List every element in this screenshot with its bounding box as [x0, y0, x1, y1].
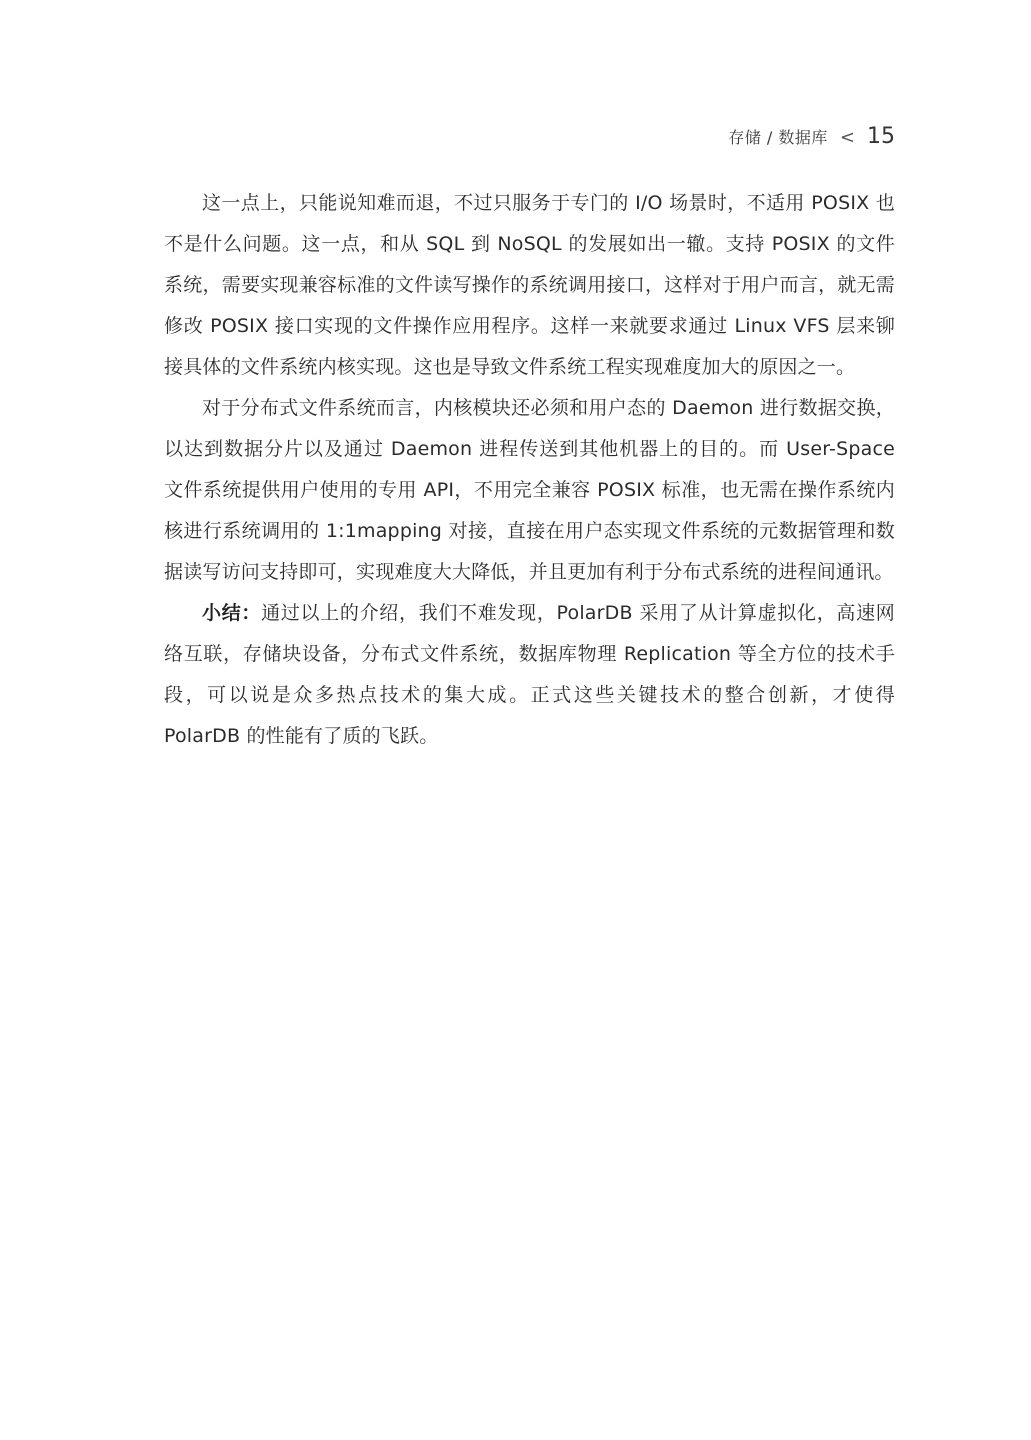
body-text [164, 183, 895, 757]
header-separator: < [839, 127, 855, 148]
summary-label: 小结： [202, 602, 262, 624]
page-number: 15 [867, 124, 895, 149]
paragraph-2: 对于分布式文件系统而言，内核模块还必须和用户态的 Daemon 进行数据交换，以达到数据分片以及通过 Daemon 进程传送到其他机器上的目的。而 User-Space 文件系统提供用户使用的专用 API，不用完全兼容 POSIX 标准，也无需在操作系统内核进行系统调用的 1:1mapping 对接，直接在用户态实现文件系统的元数据管理和数据读写访问支持即可，实现难度大大降低，并且更加有利于分布式系统的进程间通讯。 [164, 397, 895, 583]
summary-paragraph [164, 593, 895, 757]
paragraph-1: 这一点上，只能说知难而退，不过只服务于专门的 I/O 场景时，不适用 POSIX 也不是什么问题。这一点，和从 SQL 到 NoSQL 的发展如出一辙。支持 POSIX 的文件系统，需要实现兼容标准的文件读写操作的系统调用接口，这样对于用户而言，就无需修改 POSIX 接口实现的文件操作应用程序。这样一来就要求通过 Linux VFS 层来铆接具体的文件系统内核实现。这也是导致文件系统工程实现难度加大的原因之一。 [164, 192, 895, 378]
page-header [728, 124, 895, 149]
section-name: 存储 / 数据库 [728, 128, 828, 147]
summary-text: 通过以上的介绍，我们不难发现，PolarDB 采用了从计算虚拟化，高速网络互联，存储块设备，分布式文件系统，数据库物理 Replication 等全方位的技术手段，可以说是众多热点技术的集大成。正式这些关键技术的整合创新，才使得 PolarDB 的性能有了质的飞跃。 [164, 602, 895, 747]
